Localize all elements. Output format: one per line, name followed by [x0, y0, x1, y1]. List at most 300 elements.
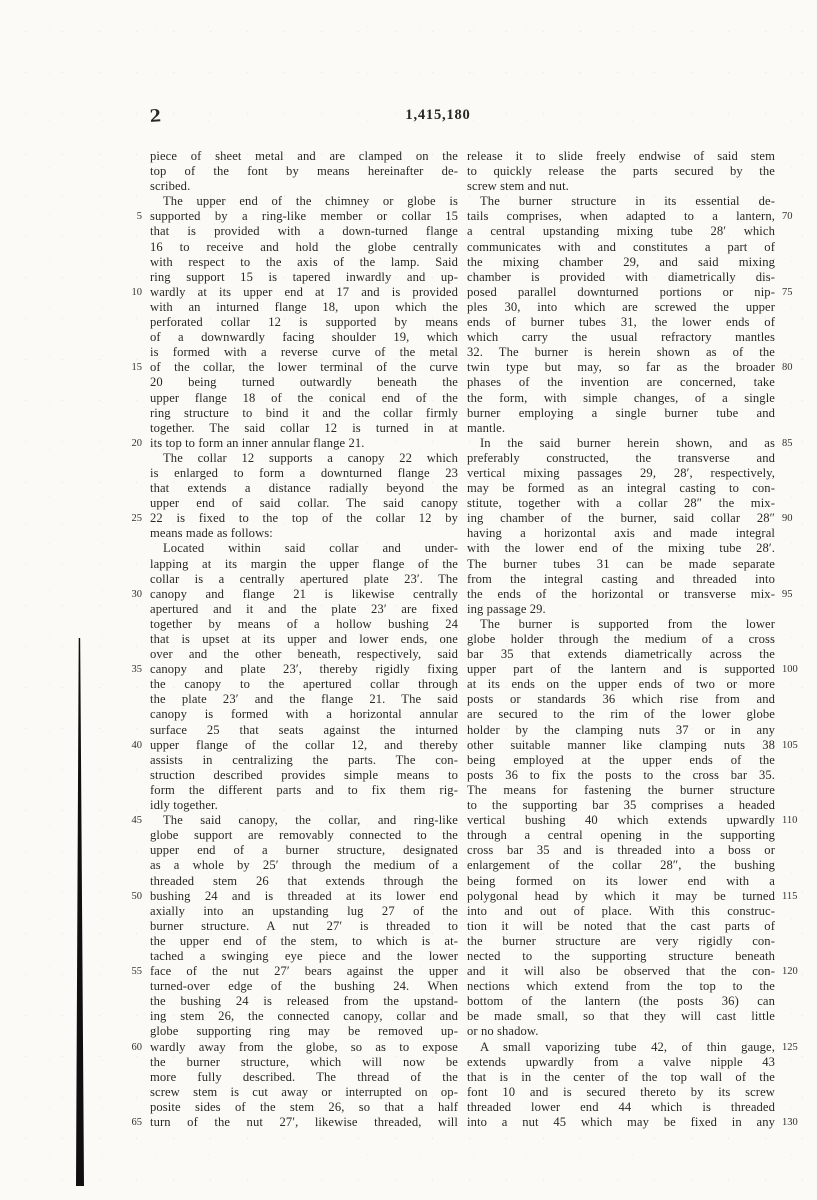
line-number [775, 149, 808, 164]
text-line [116, 1100, 458, 1115]
text-line [116, 391, 458, 406]
text-line [116, 466, 458, 481]
line-number [775, 179, 808, 194]
line-number [775, 707, 808, 722]
text-line [116, 964, 458, 979]
text-line [467, 677, 808, 692]
text-line [116, 164, 458, 179]
line-number [116, 1100, 150, 1115]
line-text: phases of the invention are concerned, take [467, 375, 775, 390]
line-number [116, 707, 150, 722]
line-number [116, 375, 150, 390]
text-line [467, 330, 808, 345]
text-line [116, 919, 458, 934]
line-text: font 10 and is secured thereto by its screw [467, 1084, 775, 1099]
line-number: 95 [782, 588, 793, 600]
line-number: 100 [782, 664, 798, 676]
text-line [467, 1085, 808, 1100]
line-number [775, 874, 808, 889]
line-number [775, 496, 808, 511]
line-number: 50 [131, 890, 142, 902]
line-text: with respect to the axis of the lamp. Said [150, 254, 458, 269]
line-number [775, 345, 808, 360]
text-line [116, 843, 458, 858]
line-text: 32. The burner is herein shown as of the [467, 345, 775, 360]
line-text: globe support are removably connected to the [150, 828, 458, 843]
line-number [116, 557, 150, 572]
line-text: to the supporting bar 35 comprises a headed [467, 798, 775, 813]
line-text: of the collar, the lower terminal of the curve [150, 360, 458, 375]
line-text: canopy and plate 23′, thereby rigidly fixing [150, 662, 458, 677]
text-line [467, 1115, 808, 1130]
text-line [116, 345, 458, 360]
line-text: enlargement of the collar 28″, the bushing [467, 858, 775, 873]
text-line [116, 994, 458, 1009]
line-text: The said canopy, the collar, and ring-like [163, 813, 458, 828]
line-number [116, 421, 150, 436]
line-text: to quickly release the parts secured by the [467, 164, 775, 179]
line-text: cross bar 35 and is threaded into a boss or [467, 843, 775, 858]
text-line [116, 270, 458, 285]
text-line [116, 768, 458, 783]
line-text: of a downwardly facing shoulder 19, which [150, 330, 458, 345]
line-text: collar is a centrally apertured plate 23′. The [150, 571, 458, 586]
line-number: 30 [131, 588, 142, 600]
line-number [116, 677, 150, 692]
text-line [467, 255, 808, 270]
text-line [467, 994, 808, 1009]
line-text: form the different parts and to fix them rig- [150, 782, 458, 797]
text-line [116, 692, 458, 707]
text-line [116, 738, 458, 753]
line-number [775, 632, 808, 647]
line-number [775, 1070, 808, 1085]
line-text: together by means of a hollow bushing 24 [150, 616, 458, 631]
line-text: threaded lower end 44 which is threaded [467, 1099, 775, 1114]
line-number [116, 496, 150, 511]
text-line [467, 526, 808, 541]
line-number [775, 949, 808, 964]
line-text: upper end of said collar. The said canopy [150, 496, 458, 511]
text-line [467, 511, 808, 526]
text-line [116, 541, 458, 556]
line-text: Located within said collar and under- [163, 541, 458, 556]
line-text: lapping at its margin the upper flange of the [150, 556, 458, 571]
line-text: supported by a ring-like member or collar 15 [150, 209, 458, 224]
line-text: axially into an upstanding lug 27 of the [150, 903, 458, 918]
text-line [467, 632, 808, 647]
line-number [116, 753, 150, 768]
text-columns [116, 149, 808, 1130]
line-text: idly together. [150, 798, 218, 813]
text-line [467, 1070, 808, 1085]
line-number: 35 [131, 664, 142, 676]
line-text: In the said burner herein shown, and as [480, 435, 775, 450]
text-line [467, 557, 808, 572]
line-text: piece of sheet metal and are clamped on the [150, 149, 458, 163]
text-line [467, 934, 808, 949]
line-text: that is upset at its upper and lower ends, one [150, 632, 458, 646]
text-line [467, 421, 808, 436]
text-line [116, 783, 458, 798]
line-number: 90 [782, 513, 793, 525]
line-number [775, 240, 808, 255]
line-number [116, 979, 150, 994]
text-line [467, 617, 808, 632]
text-line [467, 858, 808, 873]
text-line [467, 874, 808, 889]
line-number [116, 1055, 150, 1070]
text-line [116, 723, 458, 738]
line-text: screw stem and nut. [467, 179, 569, 194]
line-number [775, 421, 808, 436]
text-line [467, 1009, 808, 1024]
line-text: are secured to the rim of the lower globe [467, 707, 775, 722]
text-line [116, 874, 458, 889]
text-line [467, 692, 808, 707]
text-line [467, 707, 808, 722]
line-text: screw stem is cut away or interrupted on op- [150, 1084, 458, 1099]
text-line [116, 949, 458, 964]
line-text: posts or standards 36 which rise from and [467, 692, 775, 707]
line-text: ples 30, into which are screwed the upper [467, 299, 775, 314]
text-line [467, 375, 808, 390]
line-text: which carry the usual refractory mantles [467, 330, 775, 345]
line-number [775, 617, 808, 632]
line-text: burner structure. A nut 27′ is threaded to [150, 918, 458, 933]
text-line [116, 889, 458, 904]
line-text: over and the other beneath, respectively, said [150, 647, 458, 662]
line-number [116, 179, 150, 194]
line-number [775, 904, 808, 919]
text-line [467, 149, 808, 164]
text-line [116, 360, 458, 375]
line-text: through a central opening in the supporting [467, 828, 775, 843]
line-text: struction described provides simple means to [150, 767, 458, 782]
text-line [467, 436, 808, 451]
line-number [775, 1055, 808, 1070]
line-text: the plate 23′ and the flange 21. The said [150, 692, 458, 707]
line-text: is enlarged to form a downturned flange 23 [150, 465, 458, 480]
text-line [467, 813, 808, 828]
line-number [775, 692, 808, 707]
line-number [116, 723, 150, 738]
line-number [775, 255, 808, 270]
text-line [467, 1100, 808, 1115]
line-number [775, 919, 808, 934]
page-number: 2 [149, 105, 162, 127]
left-column [116, 149, 458, 1130]
line-number [116, 315, 150, 330]
line-number [775, 1009, 808, 1024]
line-number [116, 949, 150, 964]
line-text: 16 to receive and hold the globe centrally [150, 239, 458, 254]
text-line [116, 1115, 458, 1130]
text-line [467, 828, 808, 843]
text-line [116, 1040, 458, 1055]
line-text: communicates with and constitutes a part of [467, 239, 775, 254]
line-text: ing passage 29. [467, 601, 546, 616]
line-number [116, 526, 150, 541]
line-text: or no shadow. [467, 1024, 539, 1039]
line-text: the form, with simple changes, of a single [467, 390, 775, 405]
text-line [467, 904, 808, 919]
line-text: The upper end of the chimney or globe is [163, 194, 458, 209]
text-line [467, 1040, 808, 1055]
line-number: 20 [131, 437, 142, 449]
text-line [116, 481, 458, 496]
line-text: posts 36 to fix the posts to the cross bar 35. [467, 767, 775, 782]
text-line [116, 406, 458, 421]
line-number: 80 [782, 362, 793, 374]
text-line [467, 345, 808, 360]
line-number [116, 647, 150, 662]
text-line [116, 330, 458, 345]
line-number [116, 270, 150, 285]
text-line [467, 662, 808, 677]
text-line [116, 707, 458, 722]
line-text: upper part of the lantern and is supported [467, 662, 775, 677]
text-line [467, 270, 808, 285]
line-text: the burner structure, which will now be [150, 1054, 458, 1069]
line-number [116, 541, 150, 556]
text-line [467, 723, 808, 738]
line-text: 22 is fixed to the top of the collar 12 by [150, 511, 458, 526]
line-number [775, 934, 808, 949]
text-line [467, 451, 808, 466]
scan-edge-artifact [76, 638, 84, 1186]
line-text: ing stem 26, the connected canopy, collar and [150, 1009, 458, 1024]
line-number: 65 [131, 1117, 142, 1128]
line-number [775, 828, 808, 843]
line-text: tached a swinging eye piece and the lower [150, 948, 458, 963]
line-text: that is in the center of the top wall of the [467, 1069, 775, 1084]
line-text: upper end of a burner structure, designated [150, 843, 458, 858]
line-text: is formed with a reverse curve of the metal [150, 345, 458, 360]
line-number: 45 [131, 815, 142, 827]
line-number [116, 783, 150, 798]
line-text: 20 being turned outwardly beneath the [150, 375, 458, 390]
text-line [116, 255, 458, 270]
line-text: chamber is provided with diametrically dis- [467, 269, 775, 284]
line-number [116, 224, 150, 239]
line-number [116, 1024, 150, 1039]
line-number [775, 300, 808, 315]
text-line [467, 602, 808, 617]
line-number: 125 [782, 1041, 798, 1053]
line-text: vertical mixing passages 29, 28′, respectively, [467, 465, 775, 480]
text-line [116, 934, 458, 949]
line-text: tails comprises, when adapted to a lantern, [467, 209, 775, 224]
line-number [116, 828, 150, 843]
text-line [467, 738, 808, 753]
text-line [467, 360, 808, 375]
line-number: 5 [136, 211, 142, 223]
text-line [467, 949, 808, 964]
line-text: more fully described. The thread of the [150, 1069, 458, 1084]
line-number: 105 [782, 739, 798, 751]
text-line [467, 496, 808, 511]
line-number [775, 164, 808, 179]
text-line [116, 224, 458, 239]
text-line [116, 1070, 458, 1085]
text-line [116, 828, 458, 843]
line-text: A small vaporizing tube 42, of thin gauge, [480, 1039, 775, 1054]
line-text: at its ends on the upper ends of two or more [467, 677, 775, 692]
line-text: canopy is formed with a horizontal annular [150, 707, 458, 722]
line-number [116, 345, 150, 360]
line-text: upper flange of the collar 12, and thereby [150, 737, 458, 752]
line-number: 55 [131, 966, 142, 978]
line-number: 75 [782, 286, 793, 298]
line-number [116, 1070, 150, 1085]
line-number [775, 406, 808, 421]
line-number [116, 919, 150, 934]
line-number [775, 481, 808, 496]
line-number: 10 [131, 286, 142, 298]
line-number [775, 647, 808, 662]
text-line [116, 300, 458, 315]
text-line [467, 572, 808, 587]
text-line [116, 285, 458, 300]
line-number [116, 858, 150, 873]
line-number [116, 874, 150, 889]
line-text: the burner structure are very rigidly con- [467, 933, 775, 948]
line-number [116, 330, 150, 345]
line-text: and it will also be observed that the con- [467, 964, 775, 979]
text-line [467, 406, 808, 421]
text-line [116, 526, 458, 541]
line-text: from the integral casting and threaded into [467, 571, 775, 586]
text-line [467, 194, 808, 209]
text-line [116, 496, 458, 511]
line-text: twin type but may, so far as the broader [467, 360, 775, 375]
line-text: being formed on its lower end with a [467, 873, 775, 888]
line-text: extends upwardly from a valve nipple 43 [467, 1054, 775, 1069]
line-text: being employed at the upper ends of the [467, 752, 775, 767]
line-text: its top to form an inner annular flange 21. [150, 435, 365, 450]
line-text: turn of the nut 27′, likewise threaded, will [150, 1115, 458, 1129]
line-number [775, 224, 808, 239]
text-line [467, 391, 808, 406]
line-text: The means for fastening the burner structure [467, 782, 775, 797]
line-number [116, 798, 150, 813]
line-number [775, 1100, 808, 1115]
line-text: into a nut 45 which may be fixed in any [467, 1115, 775, 1129]
line-number [775, 330, 808, 345]
text-line [116, 617, 458, 632]
line-text: nected to the supporting structure beneath [467, 948, 775, 963]
line-text: The burner is supported from the lower [480, 616, 775, 631]
text-line [467, 964, 808, 979]
line-number [116, 466, 150, 481]
text-line [116, 602, 458, 617]
line-text: mantle. [467, 420, 506, 435]
line-number [775, 572, 808, 587]
line-number [116, 692, 150, 707]
line-number: 15 [131, 362, 142, 374]
line-number [775, 753, 808, 768]
line-number [775, 391, 808, 406]
text-line [116, 813, 458, 828]
text-line [116, 375, 458, 390]
line-number [116, 632, 150, 647]
line-number [116, 240, 150, 255]
line-number [775, 466, 808, 481]
text-line [467, 179, 808, 194]
text-line [116, 572, 458, 587]
line-number [775, 270, 808, 285]
line-text: the upper end of the stem, to which is at- [150, 933, 458, 948]
line-number: 85 [782, 437, 793, 449]
text-line [467, 647, 808, 662]
line-text: bushing 24 and is threaded at its lower end [150, 888, 458, 903]
line-number [775, 677, 808, 692]
line-number [116, 164, 150, 179]
line-text: canopy and flange 21 is likewise centrally [150, 586, 458, 601]
text-line [467, 753, 808, 768]
line-number: 60 [131, 1041, 142, 1053]
line-number: 110 [782, 815, 798, 827]
line-text: assists in centralizing the parts. The con- [150, 752, 458, 767]
line-number [116, 617, 150, 632]
line-text: bar 35 that extends diametrically across the [467, 647, 775, 662]
text-line [467, 843, 808, 858]
line-text: with an inturned flange 18, upon which the [150, 299, 458, 314]
line-text: bottom of the lantern (the posts 36) can [467, 994, 775, 1009]
line-text: posed parallel downturned portions or nip- [467, 284, 775, 299]
text-line [467, 164, 808, 179]
line-number [116, 934, 150, 949]
text-line [116, 194, 458, 209]
line-text: posite sides of the stem 26, so that a half [150, 1099, 458, 1114]
text-line [467, 224, 808, 239]
line-number [775, 526, 808, 541]
text-line [116, 587, 458, 602]
text-line [116, 421, 458, 436]
line-number [775, 1024, 808, 1039]
line-number [116, 149, 150, 164]
line-text: burner employing a single burner tube and [467, 405, 775, 420]
text-line [116, 798, 458, 813]
text-line [467, 541, 808, 556]
line-number [775, 541, 808, 556]
text-line [467, 768, 808, 783]
line-text: with the lower end of the mixing tube 28′. [467, 541, 775, 556]
text-line [116, 451, 458, 466]
line-number [775, 994, 808, 1009]
line-number [116, 1009, 150, 1024]
text-line [467, 587, 808, 602]
line-text: wardly away from the globe, so as to expose [150, 1039, 458, 1054]
line-number [775, 315, 808, 330]
text-line [116, 979, 458, 994]
patent-number: 1,415,180 [405, 107, 471, 123]
text-line [467, 783, 808, 798]
line-number [775, 843, 808, 858]
line-number [775, 194, 808, 209]
text-line [467, 240, 808, 255]
line-number [116, 994, 150, 1009]
line-text: globe supporting ring may be removed up- [150, 1024, 458, 1039]
line-text: turned-over edge of the bushing 24. When [150, 979, 458, 994]
line-text: having a horizontal axis and made integral [467, 526, 775, 541]
line-text: into and out of place. With this construc- [467, 903, 775, 918]
line-text: globe holder through the medium of a cross [467, 632, 775, 646]
line-number [116, 300, 150, 315]
line-text: top of the font by means hereinafter de- [150, 164, 458, 179]
line-text: The burner tubes 31 can be made separate [467, 556, 775, 571]
